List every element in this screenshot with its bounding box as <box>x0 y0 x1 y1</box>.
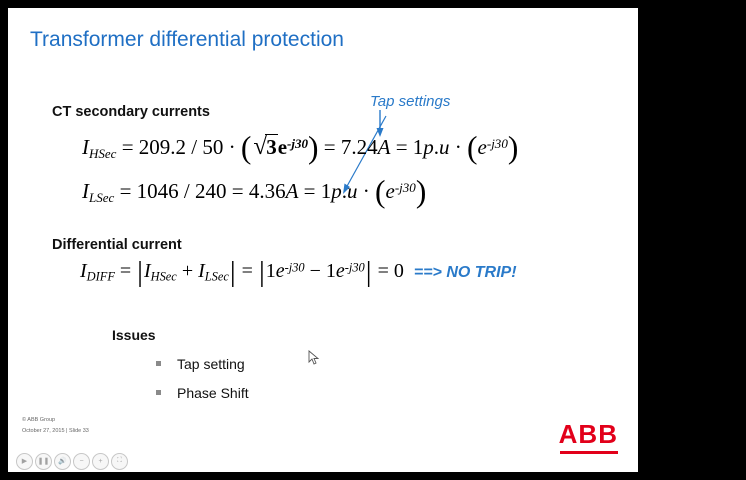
equation-hsec: $I_{HSec} = 209.2 / 50 \cdot (√3e^{-j30}) = 7.24A = 1p.u \cdot (e^{-j30})$ <box>82 130 519 165</box>
fullscreen-button[interactable]: ⛶ <box>111 453 128 470</box>
pause-button[interactable]: ❚❚ <box>35 453 52 470</box>
player-controls[interactable] <box>16 452 128 470</box>
page-title: Transformer differential protection <box>30 28 344 51</box>
list-item-label: Phase Shift <box>177 385 249 401</box>
footer-copyright: © ABB Group <box>22 417 56 424</box>
list-item <box>156 356 245 372</box>
play-button[interactable]: ▶ <box>16 453 33 470</box>
abb-logo-underline <box>560 451 618 454</box>
title-divider <box>8 68 638 69</box>
abb-logo: ABB <box>558 419 618 449</box>
tap-settings-annotation: Tap settings <box>370 93 451 110</box>
equation-diff: $I_{DIFF} = |I_{HSec} + I_{LSec}| = |1e^{-j30} - 1e^{-j30}| = 0$ ==> NO TRIP! <box>80 256 517 288</box>
slide-canvas <box>8 8 638 472</box>
list-item-label: Tap setting <box>177 356 245 372</box>
issues-heading: Issues <box>112 327 156 343</box>
bullet-square-icon <box>156 390 161 395</box>
differential-current-heading: Differential current <box>52 237 182 253</box>
footer-date-slide: October 27, 2015 | Slide 33 <box>22 427 89 434</box>
volume-button[interactable]: 🔊 <box>54 453 71 470</box>
equation-lsec: $I_{LSec} = 1046 / 240 = 4.36A = 1p.u \cdot (e^{-j30})$ <box>82 174 427 209</box>
slide-footer <box>22 415 89 436</box>
mouse-cursor-icon <box>308 350 320 366</box>
bullet-square-icon <box>156 361 161 366</box>
ct-secondary-currents-heading: CT secondary currents <box>52 104 210 120</box>
zoom-in-button[interactable]: + <box>92 453 109 470</box>
no-trip-annotation: ==> NO TRIP! <box>413 264 517 282</box>
list-item <box>156 385 249 401</box>
letterbox-right <box>638 0 746 480</box>
zoom-out-button[interactable]: − <box>73 453 90 470</box>
